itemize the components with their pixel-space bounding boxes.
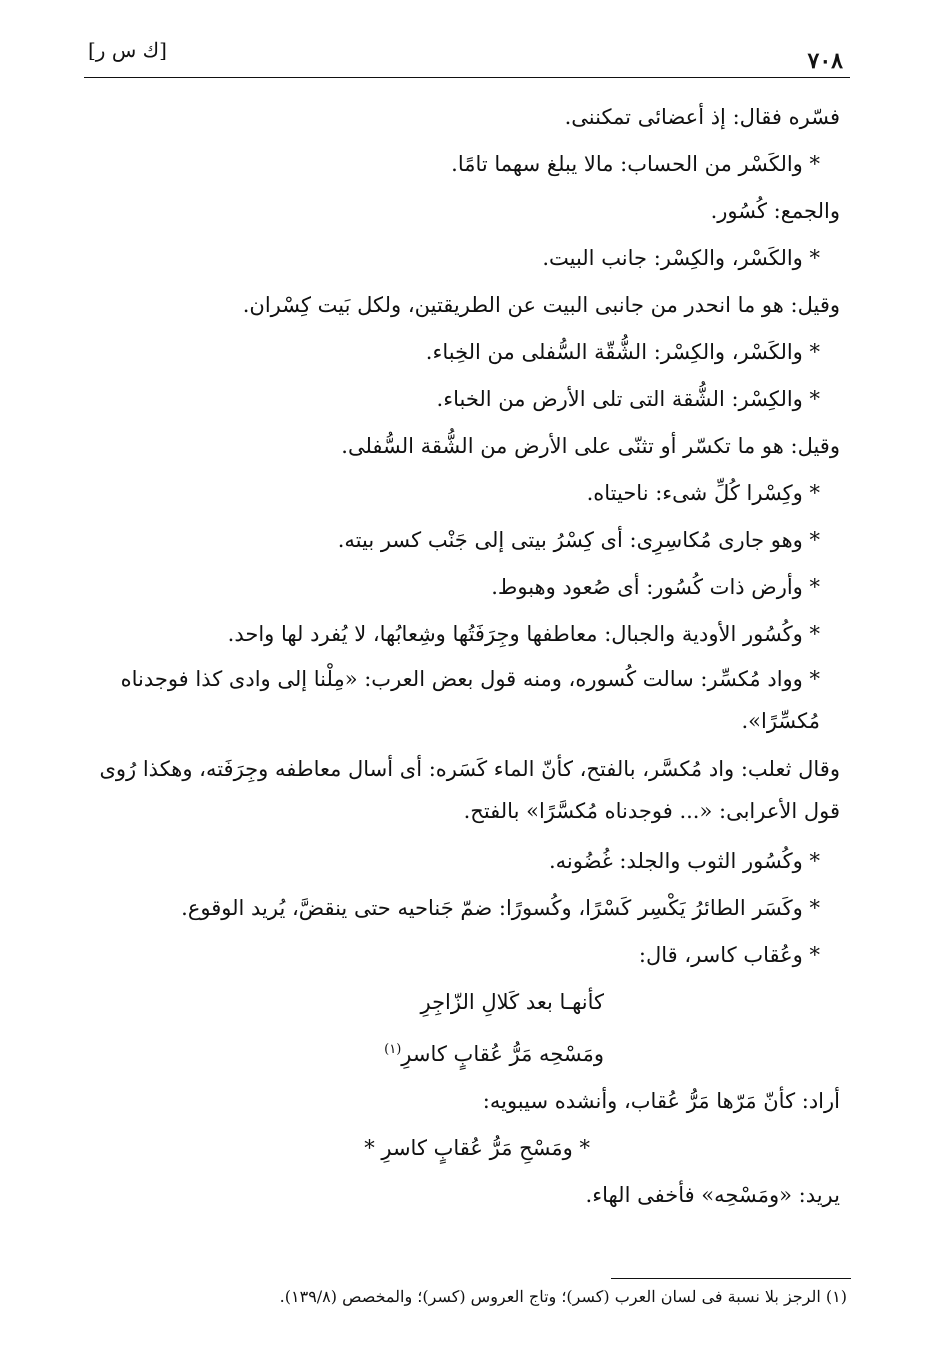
paragraph: وقال ثعلب: واد مُكسَّر، بالفتح، كأنّ الماء كَسَره: أى أسال معاطفه وجِرَفَته، وهكذا رُوى قول الأعرابى: «... فوجدناه مُكسَّرًا» بالفتح. [99,757,840,823]
paragraph: * وأرض ذات كُسُور: أى صُعود وهبوط. [491,575,820,599]
paragraph: والجمع: كُسُور. [710,199,840,223]
quoted-verse: * ومَسْحِ مَرُّ عُقابٍ كاسرِ * [364,1136,590,1160]
paragraph: فسّره فقال: إذ أعضائى تمكننى. [564,105,840,129]
page-number: ٧٠٨ [807,48,843,74]
paragraph: * وواد مُكسِّر: سالت كُسوره، ومنه قول بعض العرب: «مِلْنا إلى وادى كذا فوجدناه مُكسِّرًا». [120,667,820,733]
paragraph: * وكُسُور الثوب والجلد: غُضُونه. [548,849,820,873]
paragraph: * وكُسُور الأودية والجبال: معاطفها وجِرَفَتُها وشِعابُها، لا يُفرد لها واحد. [227,622,820,646]
header-root-letters: [ك س ر] [88,38,167,62]
footnote-divider [611,1278,851,1279]
paragraph: * وهو جارى مُكاسِرِى: أى كِسْرُ بيتى إلى جَنْب كسر بيته. [337,528,820,552]
paragraph: * وعُقاب كاسر، قال: [638,943,820,967]
paragraph: يريد: «ومَسْحِه» فأخفى الهاء. [585,1183,840,1207]
paragraph: وقيل: هو ما تكسّر أو تثنّى على الأرض من الشُّقة السُّفلى. [341,434,840,458]
paragraph: * والكَسْر، والكِسْر: الشُّقّة السُّفلى من الخِباء. [425,340,820,364]
verse-line-2-text: ومَسْحِه مَرُّ عُقابٍ كاسرِ [401,1042,604,1066]
footnote-reference: (١) [384,1042,402,1057]
footnote: (١) الرجز بلا نسبة فى لسان العرب (كسر)؛ وتاج العروس (كسر)؛ والمخصص (١٣٩/٨). [279,1287,847,1306]
paragraph: أراد: كأنّ مَرّها مَرُّ عُقاب، وأنشده سيبويه: [482,1089,840,1113]
header-divider [84,77,850,78]
verse-line-1: كأنهـا بعد كَلالِ الزّاجِرِ [420,990,604,1014]
body-text [80,94,840,1219]
verse-line-2 [80,1026,840,1078]
paragraph: * وكِسْرا كُلِّ شىء: ناحيتاه. [586,481,820,505]
paragraph: * وكَسَر الطائرُ يَكْسِر كَسْرًا، وكُسورًا: ضمّ جَناحيه حتى ينقضَّ، يُريد الوقوع. [181,896,820,920]
paragraph: * والكَسْر، والكِسْر: جانب البيت. [542,246,820,270]
paragraph: وقيل: هو ما انحدر من جانبى البيت عن الطريقتين، ولكل بَيت كِسْران. [242,293,840,317]
paragraph: * والكَسْر من الحساب: مالا يبلغ سهما تامًا. [451,152,820,176]
paragraph: * والكِسْر: الشُّقة التى تلى الأرض من الخباء. [436,387,820,411]
